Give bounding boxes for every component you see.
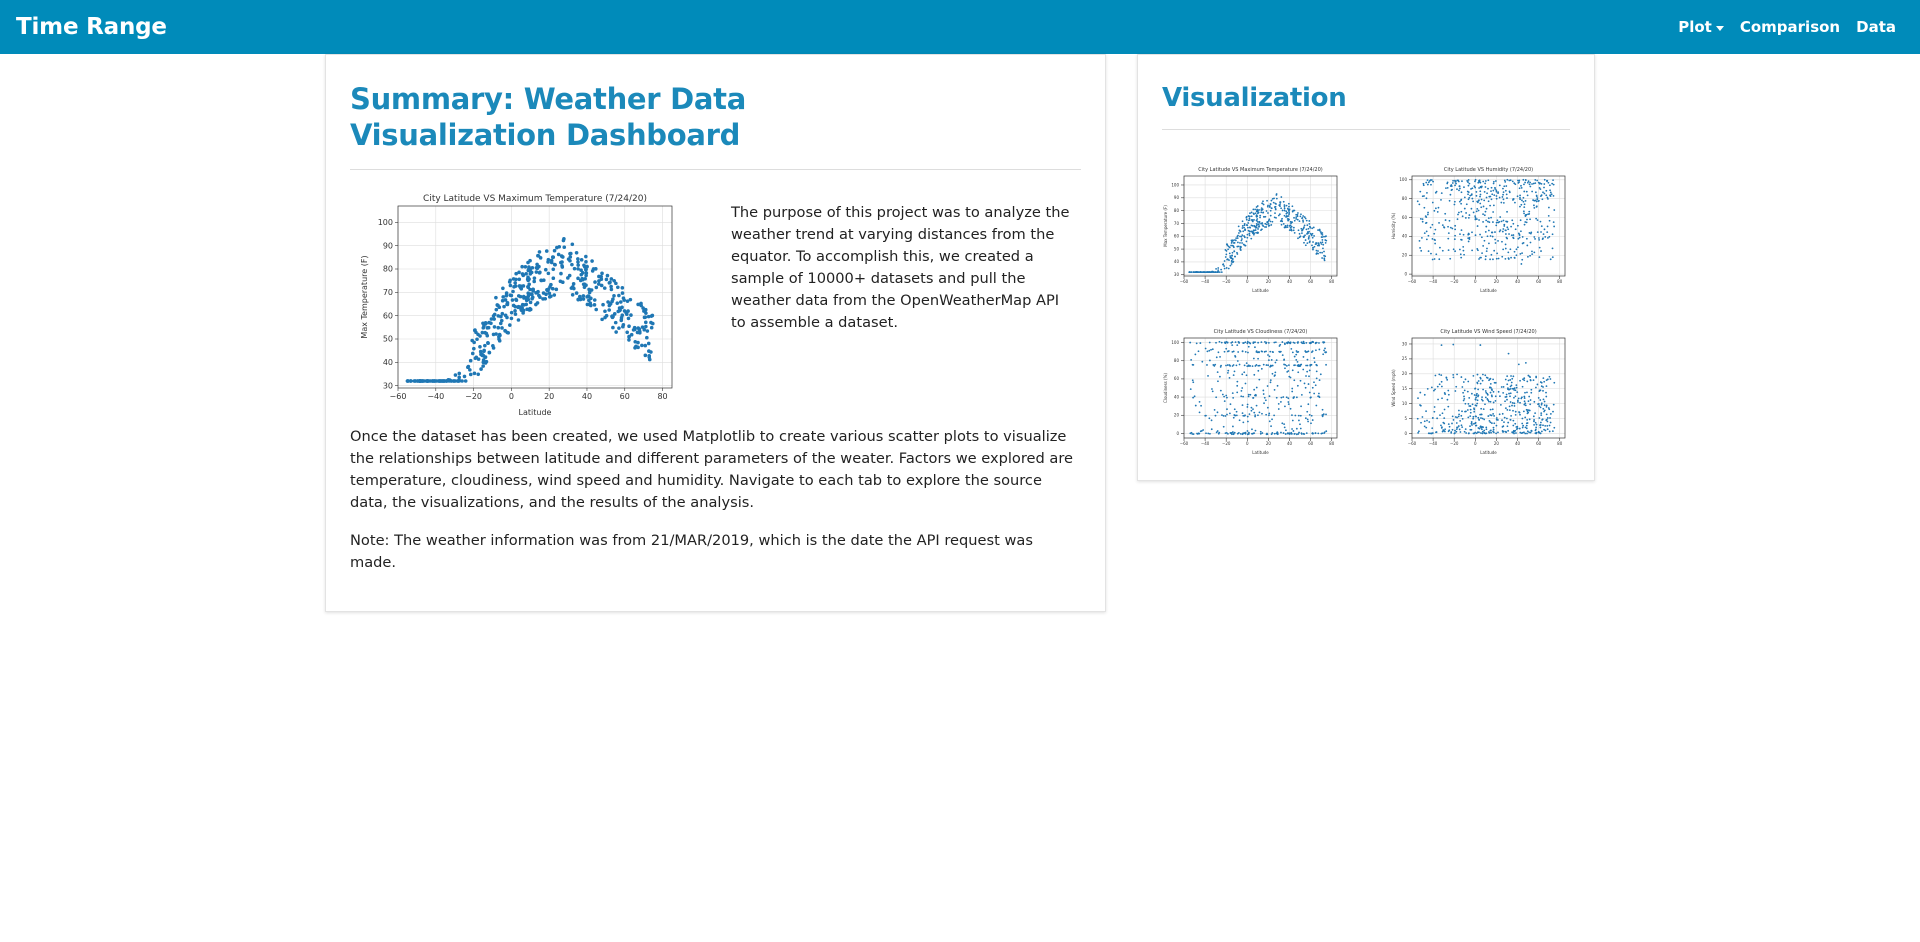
caret-down-icon xyxy=(1716,26,1724,31)
svg-text:0: 0 xyxy=(1404,430,1407,436)
svg-text:10: 10 xyxy=(1401,401,1407,407)
svg-text:100: 100 xyxy=(1399,177,1407,183)
divider xyxy=(1162,129,1570,130)
svg-text:40: 40 xyxy=(382,358,393,367)
svg-text:20: 20 xyxy=(544,392,555,401)
svg-text:0: 0 xyxy=(508,392,514,401)
svg-text:5: 5 xyxy=(1404,415,1407,421)
svg-text:60: 60 xyxy=(1173,376,1179,382)
svg-text:60: 60 xyxy=(1308,441,1314,446)
svg-text:60: 60 xyxy=(1536,441,1542,446)
svg-text:Max Temperature (F): Max Temperature (F) xyxy=(360,255,369,339)
svg-text:20: 20 xyxy=(1265,441,1271,446)
svg-text:20: 20 xyxy=(1401,252,1407,258)
svg-text:25: 25 xyxy=(1401,356,1407,362)
thumb-wind-plot[interactable] xyxy=(1390,328,1570,456)
svg-text:50: 50 xyxy=(382,334,393,344)
svg-text:−60: −60 xyxy=(1179,279,1189,284)
svg-text:60: 60 xyxy=(1308,279,1314,284)
svg-text:0: 0 xyxy=(1474,441,1477,446)
svg-text:Latitude: Latitude xyxy=(1252,288,1269,293)
svg-text:−20: −20 xyxy=(1449,441,1459,446)
svg-text:−40: −40 xyxy=(1200,279,1210,284)
svg-text:100: 100 xyxy=(1171,339,1179,345)
svg-text:0: 0 xyxy=(1474,279,1477,284)
svg-text:40: 40 xyxy=(1286,441,1293,446)
svg-text:−20: −20 xyxy=(465,392,483,401)
temperature-scatter-plot[interactable] xyxy=(358,186,680,418)
svg-text:Humidity (%): Humidity (%) xyxy=(1391,212,1396,240)
svg-text:−60: −60 xyxy=(1407,279,1417,284)
svg-text:0: 0 xyxy=(1246,441,1249,446)
svg-text:70: 70 xyxy=(382,288,393,297)
svg-text:−20: −20 xyxy=(1449,279,1459,284)
divider xyxy=(350,169,1081,170)
svg-text:Cloudiness (%): Cloudiness (%) xyxy=(1163,373,1168,403)
svg-text:40: 40 xyxy=(1514,441,1521,446)
svg-text:80: 80 xyxy=(657,392,668,401)
svg-text:80: 80 xyxy=(1401,195,1407,201)
svg-text:Latitude: Latitude xyxy=(518,408,552,417)
visualization-card xyxy=(1137,54,1595,481)
brand-link[interactable]: Time Range xyxy=(16,14,167,40)
summary-title: Summary: Weather Data Visualization Dashboard xyxy=(350,82,746,152)
svg-text:80: 80 xyxy=(382,264,393,274)
svg-text:60: 60 xyxy=(619,392,630,401)
thumb-humidity-plot[interactable] xyxy=(1390,166,1570,294)
svg-text:100: 100 xyxy=(377,218,393,227)
svg-text:City Latitude VS Maximum Tempe: City Latitude VS Maximum Temperature (7/24/20) xyxy=(423,194,647,204)
svg-text:Wind Speed (mph): Wind Speed (mph) xyxy=(1391,369,1396,407)
svg-text:60: 60 xyxy=(382,311,393,321)
svg-text:30: 30 xyxy=(382,381,393,391)
svg-text:−20: −20 xyxy=(1221,279,1231,284)
nav-plot-label: Plot xyxy=(1678,18,1712,36)
svg-text:40: 40 xyxy=(1514,279,1521,284)
svg-text:City Latitude VS Cloudiness (7: City Latitude VS Cloudiness (7/24/20) xyxy=(1213,329,1308,335)
body-text: Once the dataset has been created, we used Matplotlib to create various scatter plots to visualize the relationships between latitude and different parameters of the weater. Factors we explored are temperature, cloudiness, wind speed and humidity. Navigate to each tab to explore the source data, the visualizations, and the results of the analysis. xyxy=(350,428,1074,511)
svg-text:30: 30 xyxy=(1401,341,1407,347)
thumb-temperature-plot[interactable] xyxy=(1162,166,1342,294)
svg-text:60: 60 xyxy=(1536,279,1542,284)
svg-text:−40: −40 xyxy=(1428,279,1438,284)
svg-text:90: 90 xyxy=(382,241,393,251)
svg-text:−40: −40 xyxy=(1200,441,1210,446)
svg-text:City Latitude VS Wind Speed (7: City Latitude VS Wind Speed (7/24/20) xyxy=(1440,329,1537,335)
svg-text:City Latitude VS Humidity (7/2: City Latitude VS Humidity (7/24/20) xyxy=(1443,167,1534,173)
svg-text:50: 50 xyxy=(1173,246,1179,252)
svg-text:20: 20 xyxy=(1493,279,1499,284)
svg-text:40: 40 xyxy=(1401,233,1407,239)
svg-text:20: 20 xyxy=(1173,412,1179,418)
thumbnail-grid xyxy=(1162,166,1570,456)
summary-card xyxy=(325,54,1106,612)
nav-data[interactable]: Data xyxy=(1856,18,1896,36)
svg-text:30: 30 xyxy=(1173,272,1179,278)
svg-text:80: 80 xyxy=(1557,279,1563,284)
svg-text:20: 20 xyxy=(1265,279,1271,284)
svg-text:−60: −60 xyxy=(389,392,407,401)
svg-text:80: 80 xyxy=(1173,358,1179,364)
svg-text:Latitude: Latitude xyxy=(1480,450,1497,455)
svg-text:80: 80 xyxy=(1173,207,1179,213)
svg-text:Latitude: Latitude xyxy=(1480,288,1497,293)
svg-text:40: 40 xyxy=(1173,259,1179,265)
note-text: Note: The weather information was from 21/MAR/2019, which is the date the API request was made. xyxy=(350,532,1033,571)
svg-text:Latitude: Latitude xyxy=(1252,450,1269,455)
svg-text:15: 15 xyxy=(1401,386,1407,392)
svg-text:100: 100 xyxy=(1171,182,1179,188)
svg-text:Max Temperature (F): Max Temperature (F) xyxy=(1163,205,1168,247)
nav-plot-dropdown[interactable] xyxy=(1670,18,1732,36)
svg-text:−60: −60 xyxy=(1179,441,1189,446)
nav-comparison[interactable]: Comparison xyxy=(1739,18,1841,36)
svg-text:80: 80 xyxy=(1329,441,1335,446)
svg-text:−40: −40 xyxy=(1428,441,1438,446)
svg-text:−40: −40 xyxy=(427,392,445,401)
thumb-cloudiness-plot[interactable] xyxy=(1162,328,1342,456)
svg-text:−60: −60 xyxy=(1407,441,1417,446)
svg-text:−20: −20 xyxy=(1221,441,1231,446)
svg-text:0: 0 xyxy=(1176,430,1179,436)
svg-text:60: 60 xyxy=(1401,214,1407,220)
svg-text:20: 20 xyxy=(1493,441,1499,446)
svg-text:40: 40 xyxy=(1286,279,1293,284)
svg-text:City Latitude VS Maximum Tempe: City Latitude VS Maximum Temperature (7/24/20) xyxy=(1198,167,1323,173)
svg-text:0: 0 xyxy=(1404,271,1407,277)
svg-text:80: 80 xyxy=(1557,441,1563,446)
nav-links xyxy=(1670,18,1904,36)
svg-text:70: 70 xyxy=(1173,220,1179,226)
purpose-text: The purpose of this project was to analyze the weather trend at varying distances from the equator. To accomplish this, we created a sample of 10000+ datasets and pull the weather data from the OpenWeatherMap API to assemble a dataset. xyxy=(731,204,1070,331)
navbar xyxy=(0,0,1920,54)
svg-text:20: 20 xyxy=(1401,371,1407,377)
visualization-title: Visualization xyxy=(1162,83,1347,113)
svg-text:90: 90 xyxy=(1173,195,1179,201)
svg-text:40: 40 xyxy=(1173,394,1179,400)
svg-text:80: 80 xyxy=(1329,279,1335,284)
svg-text:60: 60 xyxy=(1173,233,1179,239)
svg-text:0: 0 xyxy=(1246,279,1249,284)
svg-text:40: 40 xyxy=(581,392,593,401)
